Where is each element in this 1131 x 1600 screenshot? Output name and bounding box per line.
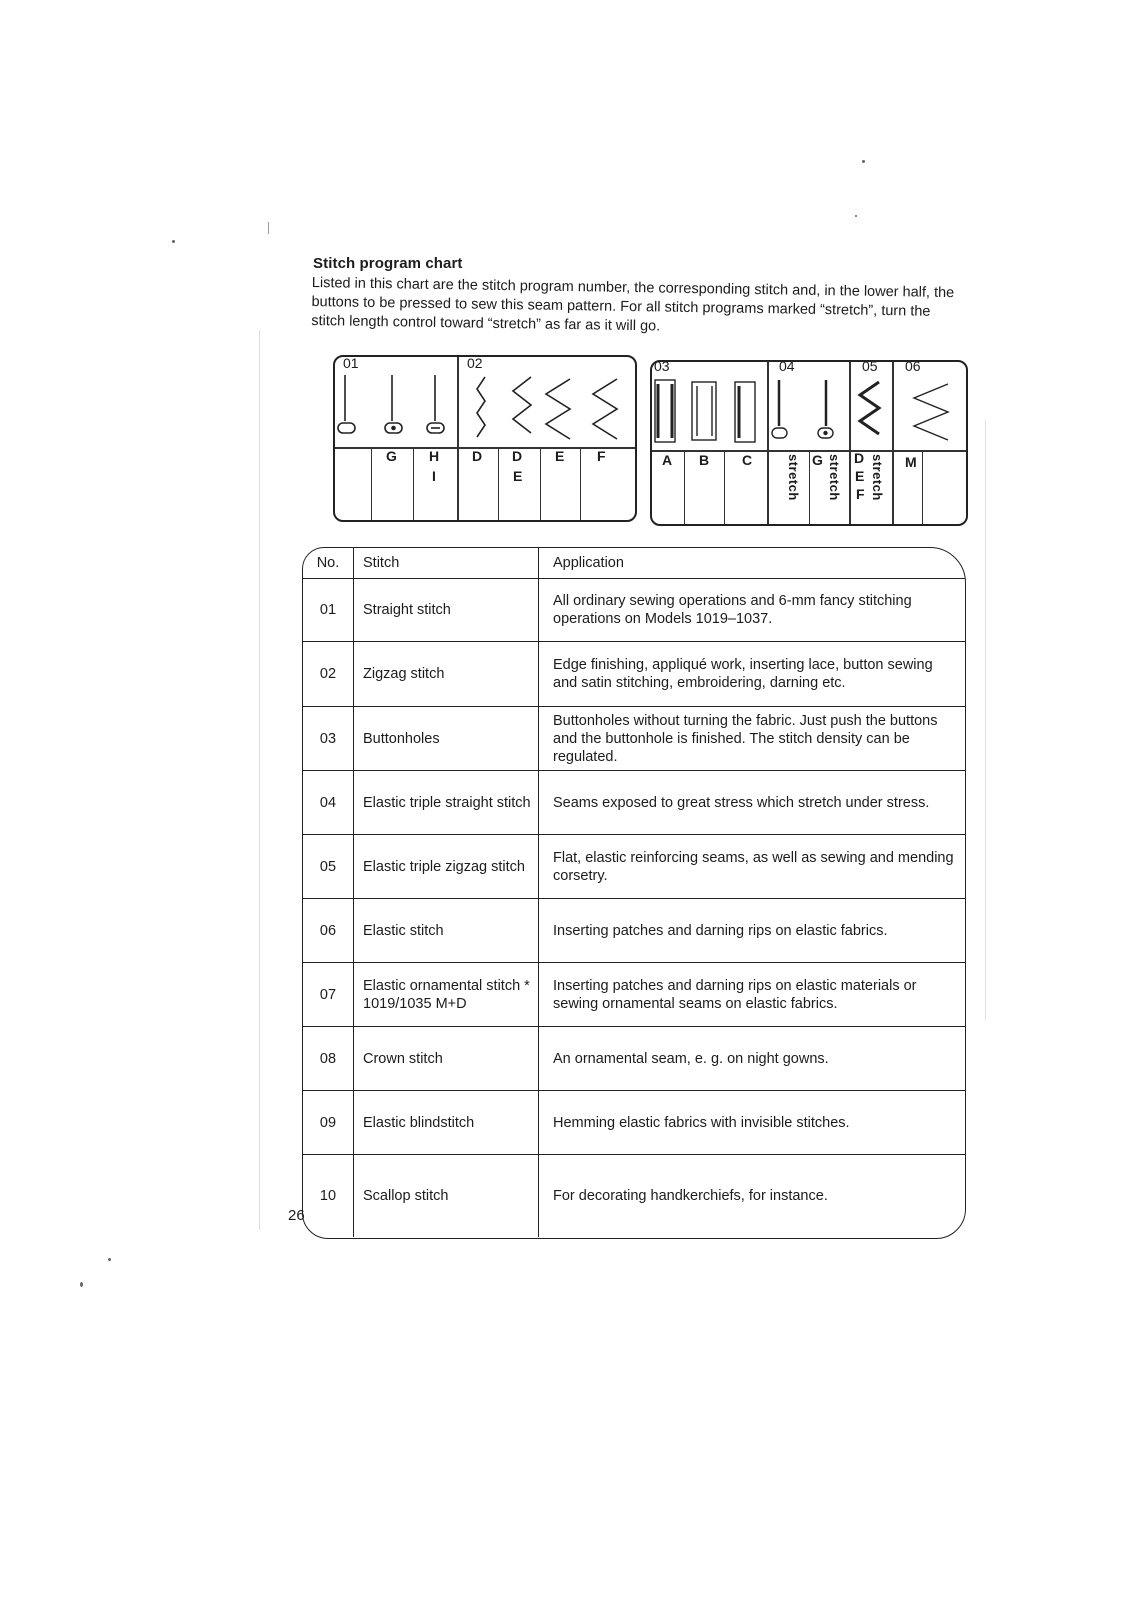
row-application: An ornamental seam, e. g. on night gowns. — [553, 1050, 829, 1067]
intro-paragraph: Listed in this chart are the stitch program number, the corresponding stitch and, in the lower half, the buttons to be pressed to sew this seam pattern. For all stitch programs marked “stretch”, turn the stitch length control toward “stretch” as far as it will go. — [311, 274, 955, 335]
row-no: 01 — [303, 579, 354, 641]
button-label-g: G — [812, 452, 823, 468]
button-label-f: F — [856, 486, 865, 502]
stitch-symbols-right — [652, 362, 966, 524]
row-application: Buttonholes without turning the fabric. Just push the buttons and the buttonhole is finished. The stitch density can be regulated. — [553, 712, 938, 765]
row-application: Edge finishing, appliqué work, inserting lace, button sewing and satin stitching, embroidering, darning etc. — [553, 657, 933, 691]
scan-speck — [862, 160, 865, 163]
row-stitch: Scallop stitch — [353, 1155, 539, 1237]
row-application: For decorating handkerchiefs, for instance. — [553, 1188, 828, 1204]
row-application: Seams exposed to great stress which stretch under stress. — [553, 794, 930, 811]
program-number-05: 05 — [862, 360, 878, 374]
program-number-06: 06 — [905, 360, 921, 374]
row-no: 08 — [303, 1027, 354, 1090]
table-row — [303, 642, 965, 707]
button-label-m: M — [905, 454, 917, 470]
program-number-01: 01 — [343, 355, 359, 371]
row-no: 05 — [303, 835, 354, 898]
table-row — [303, 579, 965, 642]
button-label-c: C — [742, 452, 753, 468]
button-label-d2: D — [512, 448, 523, 464]
program-number-03: 03 — [654, 360, 670, 374]
button-label-e: E — [513, 468, 523, 484]
button-label-g: G — [386, 448, 397, 464]
stretch-label: stretch — [786, 454, 801, 501]
stretch-label: stretch — [827, 454, 842, 501]
table-row — [303, 707, 965, 771]
stitch-panel-left — [333, 355, 637, 522]
row-no: 10 — [303, 1155, 354, 1237]
table-header-row — [303, 548, 965, 579]
row-stitch: Elastic triple zigzag stitch — [353, 835, 539, 898]
button-label-b: B — [699, 452, 710, 468]
table-row — [303, 963, 965, 1027]
button-label-d: D — [472, 448, 483, 464]
scan-margin-line — [259, 330, 260, 1230]
row-stitch: Straight stitch — [353, 579, 539, 641]
row-stitch: Crown stitch — [353, 1027, 539, 1090]
scan-speck — [80, 1282, 83, 1287]
program-number-04: 04 — [779, 360, 795, 374]
row-application: Inserting patches and darning rips on elastic materials or sewing ornamental seams on elastic fabrics. — [553, 977, 917, 1012]
table-row — [303, 771, 965, 835]
table-row — [303, 899, 965, 963]
page-number: 26 — [288, 1207, 305, 1224]
row-application: Inserting patches and darning rips on elastic fabrics. — [553, 922, 888, 939]
scan-margin-line — [268, 222, 269, 234]
stitch-symbols-left — [335, 357, 635, 520]
row-application: Flat, elastic reinforcing seams, as well as sewing and mending corsetry. — [553, 849, 954, 884]
stretch-label: stretch — [870, 454, 885, 501]
button-label-d: D — [854, 450, 865, 466]
row-no: 02 — [303, 642, 354, 706]
row-no: 07 — [303, 963, 354, 1026]
button-label-f: F — [597, 448, 606, 464]
header-no: No. — [303, 548, 354, 578]
button-label-i: I — [432, 468, 436, 484]
page-heading: Stitch program chart — [313, 255, 463, 272]
row-stitch: Elastic stitch — [353, 899, 539, 962]
table-row — [303, 1027, 965, 1091]
row-stitch: Elastic triple straight stitch — [353, 771, 539, 834]
row-no: 06 — [303, 899, 354, 962]
table-row — [303, 1091, 965, 1155]
row-no: 03 — [303, 707, 354, 770]
row-application: Hemming elastic fabrics with invisible stitches. — [553, 1114, 850, 1131]
header-application: Application — [553, 555, 624, 571]
row-stitch: Buttonholes — [353, 707, 539, 770]
header-stitch: Stitch — [353, 548, 539, 578]
stitch-table — [302, 547, 966, 1239]
row-application: All ordinary sewing operations and 6-mm fancy stitching operations on Models 1019–1037. — [553, 593, 912, 627]
row-stitch: Zigzag stitch — [353, 642, 539, 706]
scan-speck — [108, 1258, 111, 1261]
program-number-02: 02 — [467, 355, 483, 371]
button-label-a: A — [662, 452, 673, 468]
row-no: 04 — [303, 771, 354, 834]
stitch-panel-right — [650, 360, 968, 526]
scan-speck — [172, 240, 175, 243]
table-row — [303, 1155, 965, 1237]
scan-speck — [855, 215, 857, 217]
row-stitch: Elastic ornamental stitch * 1019/1035 M+D — [353, 963, 539, 1026]
scan-margin-line — [985, 420, 986, 1020]
button-label-h: H — [429, 448, 440, 464]
button-label-e2: E — [555, 448, 565, 464]
table-row — [303, 835, 965, 899]
button-label-e: E — [855, 468, 865, 484]
row-no: 09 — [303, 1091, 354, 1154]
row-stitch: Elastic blindstitch — [353, 1091, 539, 1154]
